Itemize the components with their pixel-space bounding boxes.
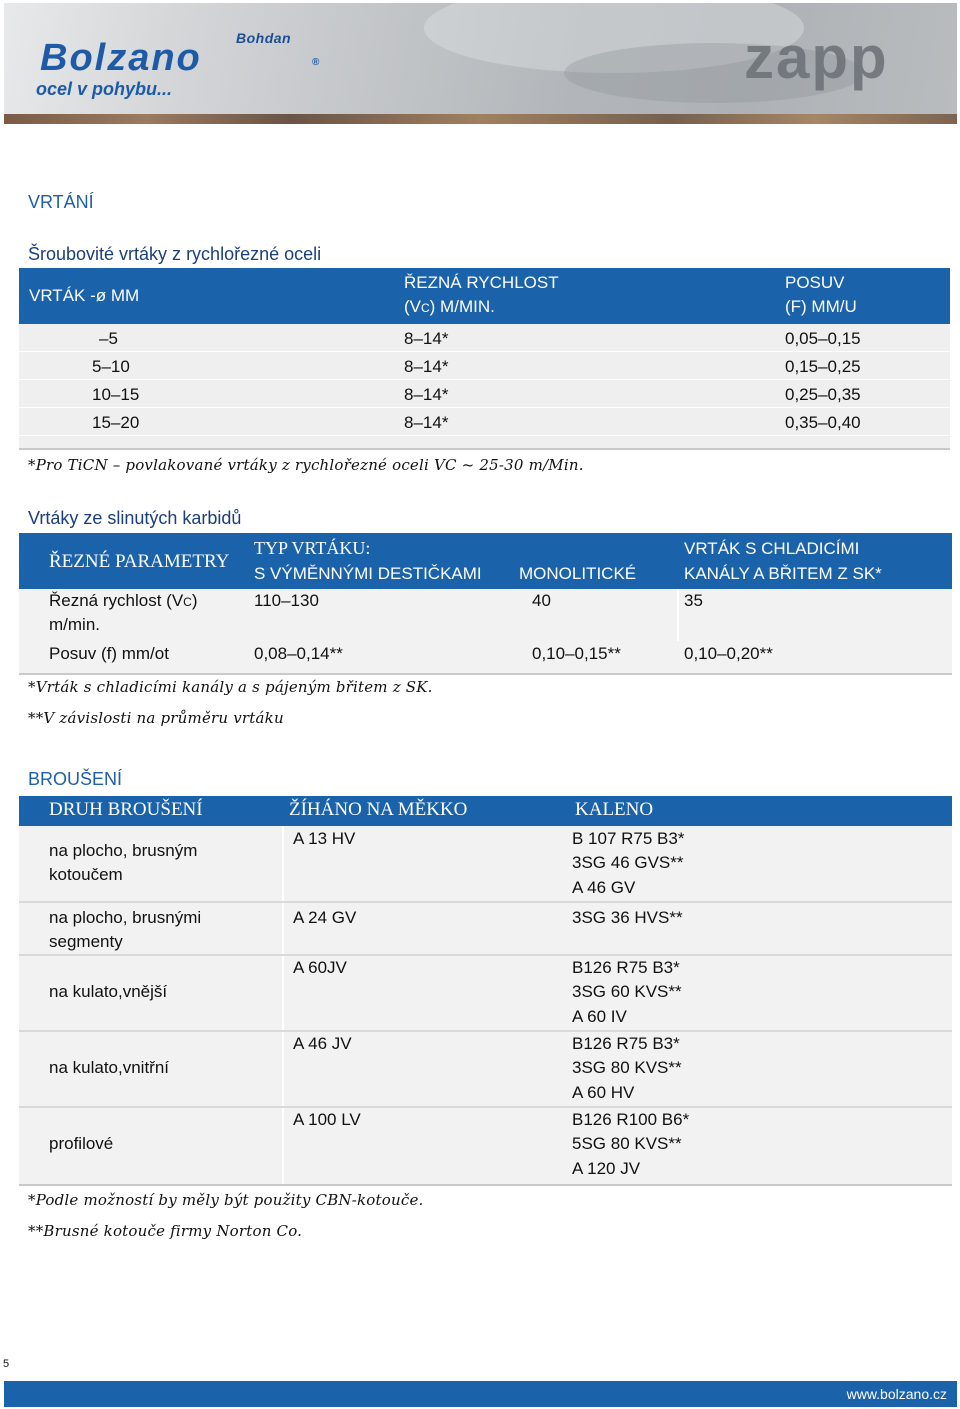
grinding-col-annealed: ŽÍHÁNO NA MĚKKO [289,799,468,820]
logo-bohdan: Bohdan [236,30,292,46]
logo-registered: ® [312,57,320,68]
grinding-table-header [19,796,952,826]
carbide-speed-indexable: 110–130 [254,591,319,610]
carbide-speed-label-pre: Řezná rychlost (V [49,591,184,610]
grinding-note-1: *Podle možností by měly být použity CBN-kotouče. [28,1191,424,1209]
carbide-note-1: *Vrták s chladicími kanály a s pájeným břitem z SK. [28,678,433,696]
hss-dia: –5 [99,329,118,348]
column-divider [282,956,284,1030]
carbide-speed-solid: 40 [532,591,551,610]
carbide-col-indexable: S VÝMĚNNÝMI DESTIČKAMI [254,564,482,583]
grinding-hardened: A 60 IV [572,1007,627,1026]
hss-col-speed-l2 [404,297,495,317]
hss-col-speed-sub: C [421,301,430,315]
hss-col-feed-l1: POSUV [785,273,845,292]
carbide-title: Vrtáky ze slinutých karbidů [28,508,242,528]
grinding-annealed: A 24 GV [293,908,357,927]
grinding-type-l2: segmenty [49,932,123,951]
table-row [19,903,952,956]
logo-zapp: zapp [744,24,889,91]
table-row [19,380,950,408]
section-title-grinding: BROUŠENÍ [28,769,123,789]
header-banner [4,3,957,124]
hss-feed: 0,35–0,40 [785,413,861,432]
grinding-col-hardened: KALENO [575,799,654,820]
hss-feed: 0,05–0,15 [785,329,861,348]
hss-dia: 5–10 [92,357,130,376]
logo-bolzano[interactable]: Bolzano [40,37,202,79]
table-row [19,1032,952,1108]
grinding-type: na kulato,vnitřní [49,1058,170,1077]
grinding-type: na plocho, brusným [49,841,198,860]
hss-dia: 15–20 [92,413,140,432]
column-divider [282,1032,284,1106]
carbide-col-params: ŘEZNÉ PARAMETRY [49,551,230,572]
carbide-table [19,533,952,675]
carbide-col-solid: MONOLITICKÉ [519,564,637,583]
grinding-annealed: A 46 JV [293,1034,352,1053]
carbide-speed-label-post: ) [191,591,198,610]
hss-title: Šroubovité vrtáky z rychlořezné oceli [28,244,322,264]
grinding-note-2: **Brusné kotouče firmy Norton Co. [28,1222,303,1240]
hss-col-feed-l2: (F) MM/U [785,297,857,316]
page-number: 5 [3,1358,10,1370]
table-row [19,826,952,903]
carbide-feed-indexable: 0,08–0,14** [254,644,343,663]
column-divider [282,1108,284,1184]
grinding-hardened: A 60 HV [572,1083,635,1102]
hss-speed: 8–14* [404,329,449,348]
hss-table-header [19,268,950,324]
grinding-hardened: B 107 R75 B3* [572,829,685,848]
column-divider [282,826,284,901]
grinding-annealed: A 60JV [293,958,347,977]
hss-note: *Pro TiCN – povlakované vrtáky z rychlořezné oceli VC ~ 25-30 m/Min. [28,456,584,474]
carbide-speed-unit: m/min. [49,615,100,634]
grinding-type: profilové [49,1134,114,1153]
footer-bar [4,1381,957,1407]
logo-tagline: ocel v pohybu... [36,79,173,99]
grinding-hardened: B126 R75 B3* [572,1034,680,1053]
hss-speed: 8–14* [404,385,449,404]
carbide-feed-coolant: 0,10–0,20** [684,644,773,663]
hss-col-diameter: VRTÁK -ø MM [29,286,140,305]
carbide-col-coolant-l1: VRTÁK S CHLADICÍMI [684,539,860,558]
grinding-annealed: A 13 HV [293,829,356,848]
table-row [19,589,952,641]
grinding-hardened: B126 R100 B6* [572,1110,690,1129]
hss-speed: 8–14* [404,357,449,376]
hss-col-speed-post: ) M/MIN. [429,297,495,316]
column-divider [677,589,679,641]
hss-dia: 10–15 [92,385,140,404]
table-row [19,956,952,1032]
table-row [19,1108,952,1186]
table-row [19,352,950,380]
hss-speed: 8–14* [404,413,449,432]
hss-feed: 0,25–0,35 [785,385,861,404]
table-row [19,324,950,352]
banner-rust-strip [4,114,957,124]
grinding-type: na plocho, brusnými [49,908,202,927]
carbide-note-2: **V závislosti na průměru vrtáku [28,709,284,727]
grinding-hardened: 3SG 46 GVS** [572,853,684,872]
grinding-hardened: A 46 GV [572,878,636,897]
grinding-annealed: A 100 LV [293,1110,361,1129]
hss-table [19,268,950,450]
section-title-drilling: VRTÁNÍ [28,192,94,212]
grinding-hardened: A 120 JV [572,1159,641,1178]
grinding-hardened: 3SG 80 KVS** [572,1058,682,1077]
hss-feed: 0,15–0,25 [785,357,861,376]
carbide-speed-label-sub: C [183,595,192,609]
grinding-hardened: 3SG 36 HVS** [572,908,683,927]
carbide-speed-label [49,591,198,611]
grinding-col-type: DRUH BROUŠENÍ [49,799,203,820]
carbide-feed-label: Posuv (f) mm/ot [49,644,169,663]
grinding-hardened: B126 R75 B3* [572,958,680,977]
carbide-col-coolant-l2: KANÁLY A BŘITEM Z SK* [684,564,882,583]
carbide-type-label: TYP VRTÁKU: [254,538,371,558]
carbide-feed-solid: 0,10–0,15** [532,644,621,663]
column-divider [282,903,284,954]
hss-col-speed-pre: (V [404,297,421,316]
grinding-type: na kulato,vnější [49,982,168,1001]
carbide-speed-coolant: 35 [684,591,703,610]
footer-url-link[interactable]: www.bolzano.cz [846,1386,947,1402]
grinding-hardened: 3SG 60 KVS** [572,982,682,1001]
grinding-type-l2: kotoučem [49,865,123,884]
grinding-table [19,796,952,1186]
hss-col-speed-l1: ŘEZNÁ RYCHLOST [404,273,559,292]
table-row [19,641,952,675]
grinding-hardened: 5SG 80 KVS** [572,1134,682,1153]
hss-table-footer [19,436,950,450]
carbide-table-header [19,533,952,589]
table-row [19,408,950,436]
